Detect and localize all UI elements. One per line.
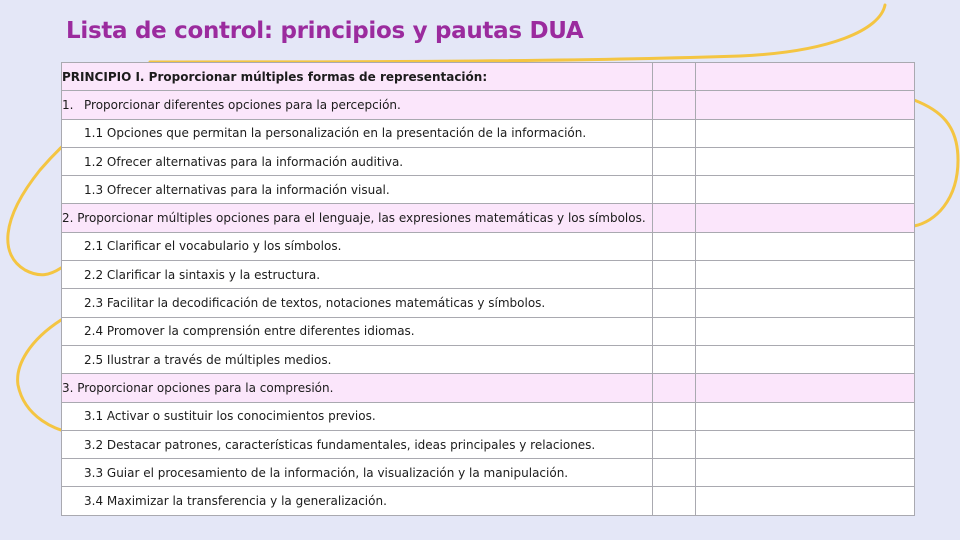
guideline-label: 3.1 Activar o sustituir los conocimientos previos. [62, 402, 653, 430]
notes-cell[interactable] [696, 119, 915, 147]
check-cell[interactable] [653, 374, 696, 402]
check-cell[interactable] [653, 119, 696, 147]
check-cell[interactable] [653, 487, 696, 515]
notes-cell[interactable] [696, 374, 915, 402]
notes-cell[interactable] [696, 91, 915, 119]
check-cell[interactable] [653, 289, 696, 317]
notes-cell[interactable] [696, 176, 915, 204]
notes-cell[interactable] [696, 232, 915, 260]
notes-cell[interactable] [696, 345, 915, 373]
guideline-label: 2.2 Clarificar la sintaxis y la estructura. [62, 261, 653, 289]
guideline-row [62, 487, 915, 515]
notes-cell[interactable] [696, 487, 915, 515]
guideline-row [62, 261, 915, 289]
guideline-label: 2.4 Promover la comprensión entre diferentes idiomas. [62, 317, 653, 345]
guideline-row [62, 317, 915, 345]
check-cell[interactable] [653, 147, 696, 175]
notes-cell[interactable] [696, 147, 915, 175]
guideline-row [62, 289, 915, 317]
check-cell[interactable] [653, 63, 696, 91]
guideline-label: 1.1 Opciones que permitan la personalización en la presentación de la información. [62, 119, 653, 147]
notes-cell[interactable] [696, 317, 915, 345]
check-cell[interactable] [653, 430, 696, 458]
check-cell[interactable] [653, 261, 696, 289]
notes-cell[interactable] [696, 63, 915, 91]
section-label-2: 2. Proporcionar múltiples opciones para el lenguaje, las expresiones matemáticas y los símbolos. [62, 204, 653, 232]
section-number-1: 1. [62, 97, 74, 112]
check-cell[interactable] [653, 176, 696, 204]
guideline-row [62, 402, 915, 430]
guideline-row [62, 345, 915, 373]
notes-cell[interactable] [696, 289, 915, 317]
check-cell[interactable] [653, 204, 696, 232]
udl-checklist-table [61, 62, 915, 516]
section-label-3: 3. Proporcionar opciones para la compresión. [62, 374, 653, 402]
swirl-line-right [914, 100, 958, 226]
guideline-label: 1.2 Ofrecer alternativas para la información auditiva. [62, 147, 653, 175]
section-row-3 [62, 374, 915, 402]
guideline-row [62, 147, 915, 175]
guideline-label: 3.4 Maximizar la transferencia y la generalización. [62, 487, 653, 515]
guideline-row [62, 119, 915, 147]
check-cell[interactable] [653, 345, 696, 373]
check-cell[interactable] [653, 317, 696, 345]
notes-cell[interactable] [696, 459, 915, 487]
guideline-row [62, 232, 915, 260]
check-cell[interactable] [653, 232, 696, 260]
guideline-label: 2.3 Facilitar la decodificación de textos, notaciones matemáticas y símbolos. [62, 289, 653, 317]
principle-header: PRINCIPIO I. Proporcionar múltiples formas de representación: [62, 63, 653, 91]
section-label-1 [62, 91, 653, 119]
guideline-label: 3.2 Destacar patrones, características fundamentales, ideas principales y relaciones. [62, 430, 653, 458]
notes-cell[interactable] [696, 402, 915, 430]
guideline-label: 1.3 Ofrecer alternativas para la información visual. [62, 176, 653, 204]
guideline-label: 2.5 Ilustrar a través de múltiples medios. [62, 345, 653, 373]
principle-header-row [62, 63, 915, 91]
section-row-2 [62, 204, 915, 232]
guideline-row [62, 459, 915, 487]
section-text-1: Proporcionar diferentes opciones para la percepción. [84, 97, 401, 112]
guideline-row [62, 430, 915, 458]
check-cell[interactable] [653, 402, 696, 430]
check-cell[interactable] [653, 91, 696, 119]
guideline-row [62, 176, 915, 204]
section-row-1 [62, 91, 915, 119]
notes-cell[interactable] [696, 261, 915, 289]
notes-cell[interactable] [696, 204, 915, 232]
swirl-line-bottom-left [18, 320, 61, 430]
guideline-label: 2.1 Clarificar el vocabulario y los símbolos. [62, 232, 653, 260]
notes-cell[interactable] [696, 430, 915, 458]
guideline-label: 3.3 Guiar el procesamiento de la información, la visualización y la manipulación. [62, 459, 653, 487]
check-cell[interactable] [653, 459, 696, 487]
page-title: Lista de control: principios y pautas DUA [66, 18, 584, 44]
